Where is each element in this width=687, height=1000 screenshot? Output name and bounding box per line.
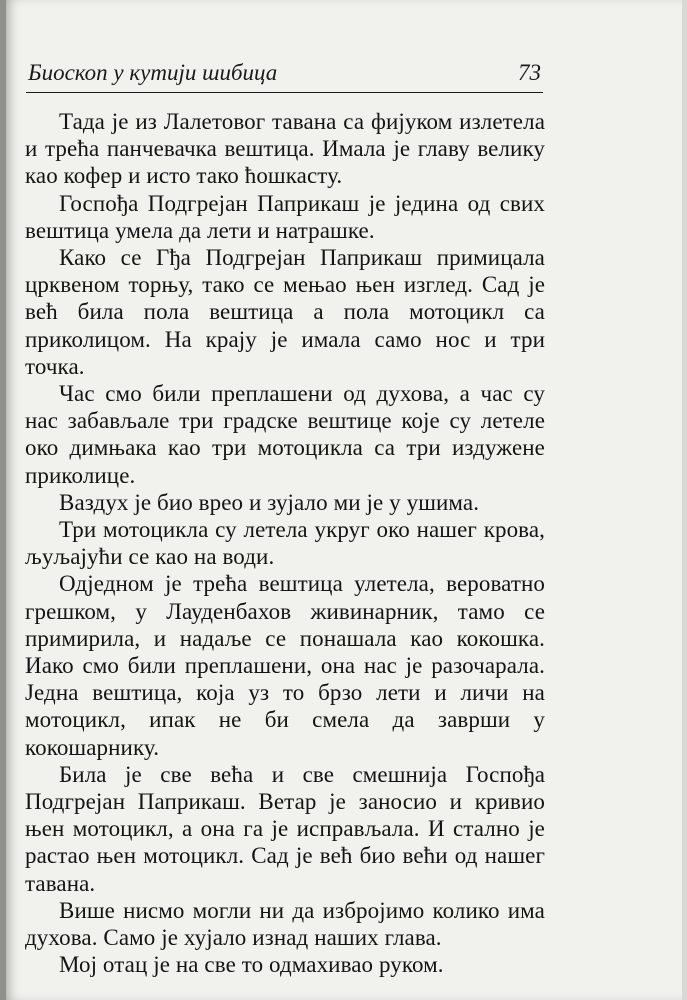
paragraph: Госпођа Подгрејан Паприкаш је једина од свих вештица умела да лети и натрашке. [25,190,545,243]
paragraph: Више нисмо могли ни да избројимо колико има духова. Само је хујало изнад наших глава. [25,897,545,951]
paragraph: Одједном је трећа вештица улетела, вероватно грешком, у Лауденбахов живинарник, тамо се примирила, и надаље се понашала као кокошка. Иако смо били преплашени, она нас је разочарала. Једна вештица, која уз то брзо лети и личи на мотоцикл, ипак не би смела да заврши у кокошарнику. [25,571,545,760]
paragraph: Мој отац је на све то одмахивао руком. [59,952,444,978]
paragraph: Како се Гђа Подгрејан Паприкаш примицала црквеном торњу, тако се мењао њен изглед. Сад је већ била пола вештица а пола мотоцикл са приколицом. На крају је имала само нос и три точка. [25,245,545,379]
page-number: 73 [518,60,541,85]
paragraph: Ваздух је био вреo и зујало ми је у ушима. [59,489,480,515]
paragraph: Била је све већа и све смешнија Госпођа Подгрејан Паприкаш. Ветар је заносио и кривио њен мотоцикл, а она га је исправљала. И стално је растао њен мотоцикл. Сад је већ био већи од нашег тавана. [25,761,545,896]
paragraph: Три мотоцикла су летела укруг око нашег крова, љуљајући се као на води. [25,517,545,570]
running-header [26,58,543,93]
paragraph: Час смо били преплашени од духова, а час су нас забављале три градске вештице које су летеле око димњака као три мотоцикла са три издужене приколице. [25,381,545,488]
running-title: Биоскоп у кутији шибица [28,60,278,85]
paragraph: Тада је из Лалетовог тавана са фијуком излетела и трећа панчевачка вештица. Имала је главу велику као кофер и исто тако ћошкасту. [25,109,545,189]
body-text [25,108,545,979]
